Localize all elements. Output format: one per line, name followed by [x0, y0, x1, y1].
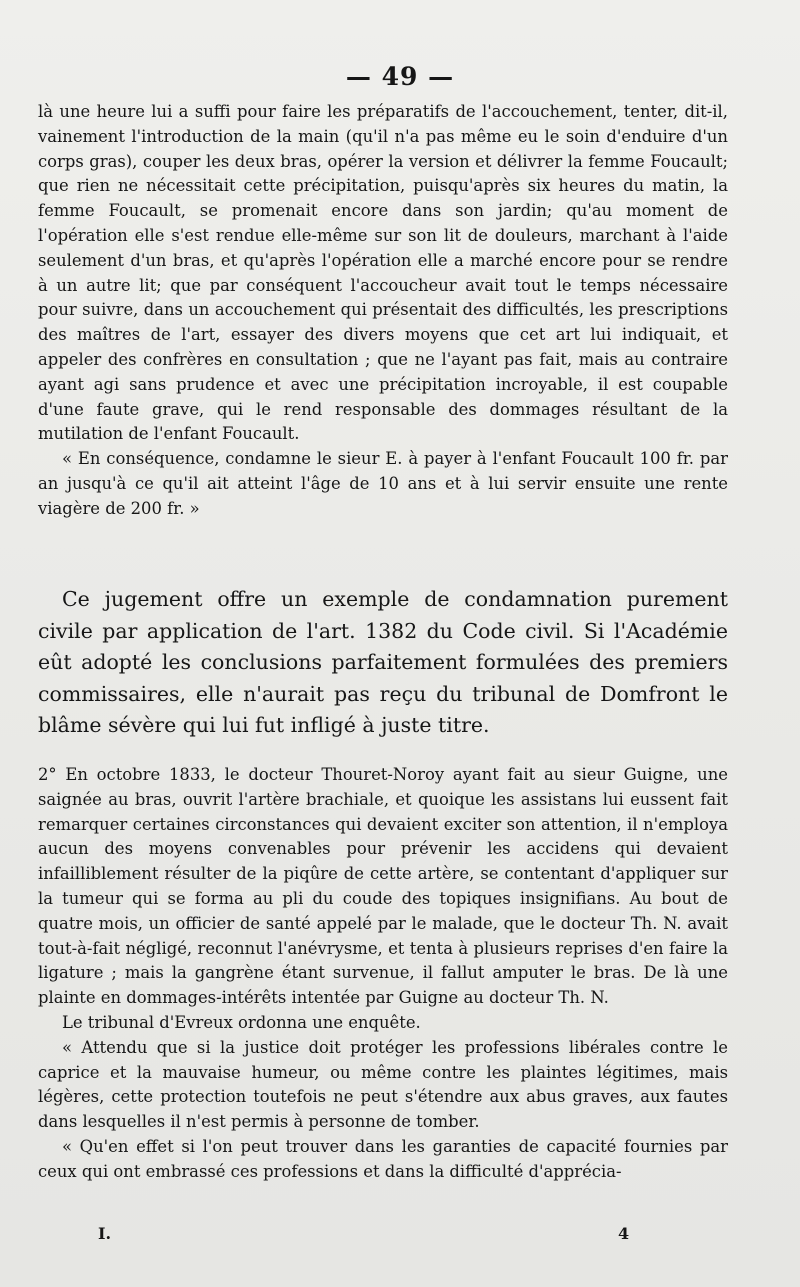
text-block-bottom: [38, 763, 728, 1185]
paragraph: 2° En octobre 1833, le docteur Thouret-Noroy ayant fait au sieur Guigne, une saignée au bras, ouvrit l'artère brachiale, et quoique les assistans lui eussent fait remarquer certaines circonstances qui devaient exciter son attention, il n'employa aucun des moyens convenables pour prévenir les accidens qui devaient infailliblement résulter de la piqûre de cette artère, se contentant d'appliquer sur la tumeur qui se forma au pli du coude des topiques insignifians. Au bout de quatre mois, un officier de santé appelé par le malade, que le docteur Th. N. avait tout-à-fait négligé, reconnut l'anévrysme, et tenta à plusieurs reprises d'en faire la ligature ; mais la gangrène étant survenue, il fallut amputer le bras. De là une plainte en dommages-intérêts intentée par Guigne au docteur Th. N.: [38, 765, 728, 1008]
paragraph: « Attendu que si la justice doit protéger les professions libérales contre le caprice et la mauvaise humeur, ou même contre les plaintes légitimes, mais légères, cette protection toutefois ne peut s'étendre aux abus graves, aux fautes dans lesquelles il n'est permis à personne de tomber.: [38, 1037, 728, 1132]
paragraph: Ce jugement offre un exemple de condamnation purement civile par application de l'art. 1382 du Code civil. Si l'Académie eût adopté les conclusions parfaitement formulées des premiers commissaires, elle n'aurait pas reçu du tribunal de Domfront le blâme sévère qui lui fut infligé à juste titre.: [38, 587, 728, 737]
paragraph: « En conséquence, condamne le sieur E. à payer à l'enfant Foucault 100 fr. par an jusqu'à ce qu'il ait atteint l'âge de 10 ans et à lui servir ensuite une rente viagère de 200 fr. »: [38, 449, 728, 518]
paragraph: Le tribunal d'Evreux ordonna une enquête.: [62, 1012, 421, 1032]
paragraph: « Qu'en effet si l'on peut trouver dans les garanties de capacité fournies par ceux qui ont embrassé ces professions et dans la difficulté d'apprécia-: [38, 1136, 728, 1181]
gathering-mark: 4: [618, 1224, 630, 1243]
paragraph: là une heure lui a suffi pour faire les préparatifs de l'accouchement, tenter, dit-il, vainement l'introduction de la main (qu'il n'a pas même eu le soin d'enduire d'un corps gras), couper les deux bras, opérer la version et délivrer la femme Foucault; que rien ne nécessitait cette précipitation, puisqu'après six heures du matin, la femme Foucault, se promenait encore dans son jardin; qu'au moment de l'opération elle s'est rendue elle-même sur son lit de douleurs, marchant à l'aide seulement d'un bras, et qu'après l'opération elle a marché encore pour se rendre à un autre lit; que par conséquent l'accoucheur avait tout le temps nécessaire pour suivre, dans un accouchement qui présentait des difficultés, les prescriptions des maîtres de l'art, essayer des divers moyens que cet art lui indiquait, et appeler des confrères en consultation ; que ne l'ayant pas fait, mais au contraire ayant agi sans prudence et avec une précipitation incroyable, il est coupable d'une faute grave, qui le rend responsable des dommages résultant de la mutilation de l'enfant Foucault.: [38, 102, 728, 444]
signature-mark: I.: [98, 1224, 112, 1243]
text-block-top: [38, 100, 728, 522]
page-number: — 49 —: [345, 62, 455, 91]
text-block-commentary: [38, 584, 728, 742]
